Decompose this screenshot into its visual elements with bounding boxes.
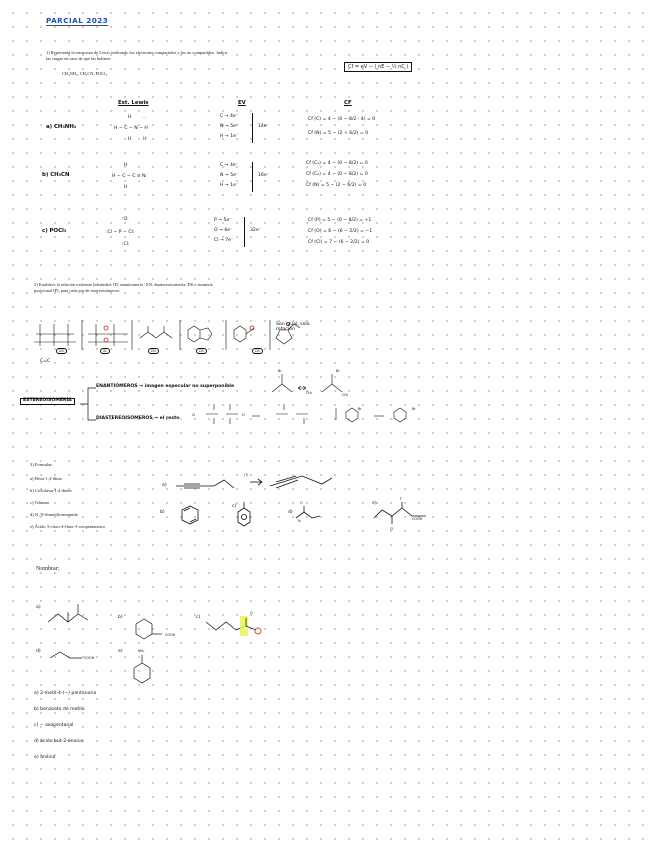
col-header-ev: EV: [238, 100, 246, 106]
q3-item-d: d) N ,N-dimetilformamida: [30, 512, 78, 517]
q1-row-c-ev-0: P → 5e⁻: [214, 218, 232, 223]
q4-answer-a: a) 2-metil-4-(−) pentanona: [34, 691, 97, 696]
estereoisomeria-box: ESTEREOISOMERÍA: [20, 398, 75, 405]
pair-5-answer: DS: [252, 348, 263, 354]
q1-row-c-label: c) POCl₃: [42, 228, 67, 234]
q1-row-c-cf-2: Cf (Cl) = 7 − (6 − 2/2) = 0: [308, 240, 370, 245]
q2-prompt-line2: posicional IP), para cada par de estereoisómeros:: [34, 287, 120, 293]
q1-row-c-ev-2: Cl → 7e⁻: [214, 238, 234, 243]
q4-label-a: a): [36, 605, 41, 610]
svg-text:(?): (?): [244, 473, 249, 477]
q1-row-b-total: 16e⁻: [258, 173, 270, 178]
pair-4-answer: DS: [196, 348, 207, 354]
q4-answer-d: d) ácido but-2-enoico: [34, 739, 83, 744]
q4-label-c: c): [196, 615, 201, 620]
q1-prompt-line1: 1) Representa la estructura de Lewis indicando los electrones compartidos y los no compartidos. Indica: [46, 50, 228, 55]
col-header-lewis: Est. Lewis: [118, 100, 149, 106]
q1-row-c-ev-1: O → 6e⁻: [214, 228, 233, 233]
q3-item-b: b) Ciclohexa-1,4-dieno: [30, 488, 72, 493]
pair-3-answer: EN: [148, 348, 159, 354]
q1-row-b-cf-2: Cf (N) = 5 − (2 − 6/2) = 0: [306, 183, 367, 188]
branch-lines: [78, 384, 98, 424]
brace-b: [252, 162, 253, 192]
q1-prompt-line2: las cargas en caso de que las hubiese.: [46, 55, 112, 61]
q3-label-e: e): [372, 501, 377, 506]
brace-a: [252, 113, 253, 143]
q1-row-c-lewis: :Cl − P − Cl:: [106, 230, 135, 235]
q1-row-a-total: 14e⁻: [258, 124, 270, 129]
q1-row-b-ev-2: H → 1e⁻: [220, 183, 239, 188]
q1-row-b-ev-0: C → 4e⁻: [220, 163, 239, 168]
q2-side-note: Son igual, solo rotación: [276, 322, 310, 332]
formal-charge-formula: Cf = eV − ( nE − ½ nC ): [344, 62, 412, 72]
pair-2-answer: ID: [100, 348, 110, 354]
q1-row-c-cf-0: Cf (P) = 5 − (0 − 8/2) = +1: [308, 218, 372, 223]
q4-label-b: b): [118, 615, 123, 620]
pair-1-answer: DS: [56, 348, 67, 354]
q1-row-a-ev-0: C → 4e⁻: [220, 114, 239, 119]
page-title: PARCIAL 2023: [46, 16, 109, 25]
q3-label-c: c): [232, 504, 237, 509]
svg-text:N: N: [298, 519, 301, 523]
q4-e-group: NH₂: [138, 649, 145, 653]
q1-row-b-cf-1: Cf (C₂) = 4 − (0 − 8/2) = 0: [306, 172, 368, 177]
enantiomers-def: ENANTIÓMEROS → imagen especular no superponible: [96, 384, 235, 389]
q1-prompt: [46, 50, 306, 61]
svg-text:Br: Br: [336, 369, 340, 373]
q1-row-a-cf-0: Cf (C) = 4 − (0 − 8/2 · 4) = 0: [308, 117, 376, 122]
q4-label-e: e): [118, 649, 123, 654]
q4-b-group: COOH: [165, 633, 176, 637]
diastereomers-def: DIASTEREOISÓMEROS → el resto: [96, 416, 180, 421]
q4-label-d: d): [36, 649, 41, 654]
q1-row-a-cf-1: Cf (N) = 5 − (2 + 6/2) = 0: [308, 131, 369, 136]
q2-prompt-line1: 2) Establece la relación existente (identidad: ID, enantiomería : EN, diastereoisomería: DS o isomería: [34, 282, 213, 287]
q3-label-b: b): [160, 510, 165, 515]
q1-row-a-lewis: H − C − N − H: [114, 126, 148, 131]
q1-row-b-label: b) CH₃CN: [42, 172, 70, 178]
svg-text:Cl: Cl: [390, 527, 394, 531]
svg-text:Br: Br: [358, 407, 362, 411]
q4-c-group: O: [250, 611, 253, 615]
q3-item-e: e) Ácido 3-cloro-4-fluor-3-oxopentanoico: [30, 524, 106, 529]
q1-row-b-cf-0: Cf (C₁) = 4 − (0 − 8/2) = 0: [306, 161, 368, 166]
stereo-examples-drawing: [186, 364, 426, 444]
q4-structures: [44, 594, 274, 684]
q4-prompt: Nombrar:: [36, 566, 60, 572]
q2-footnote: C=C: [40, 359, 51, 364]
q4-answer-e: e) anilina: [34, 755, 56, 760]
svg-text:CH₃: CH₃: [342, 393, 349, 397]
q1-compounds: CH₃NH₂, CH₃CN, POCl₃: [62, 71, 107, 76]
q3-item-c: c) Tolueno: [30, 500, 50, 505]
q4-answer-c: c) − oxopentanal: [34, 723, 74, 728]
q3-label-a: a): [162, 483, 167, 488]
svg-text:F: F: [400, 497, 402, 501]
q1-row-a-ev-2: H → 1e⁻: [220, 134, 239, 139]
q3-label-d: d): [288, 510, 293, 515]
q1-row-b-ev-1: N → 5e⁻: [220, 173, 239, 178]
q1-row-a-label: a) CH₃NH₂: [46, 124, 77, 130]
col-header-cf: CF: [344, 100, 352, 106]
q3-prompt: 3) Formular:: [30, 462, 53, 467]
svg-text:COOH: COOH: [412, 517, 423, 521]
svg-text:Br: Br: [278, 369, 282, 373]
q2-prompt: [34, 282, 304, 293]
q3-structures: [166, 462, 436, 542]
q1-row-a-ev-1: N → 5e⁻: [220, 124, 239, 129]
q1-row-b-lewis: H − C − C ≡ N:: [112, 174, 148, 179]
svg-text:CH₃: CH₃: [306, 391, 313, 395]
q4-answer-b: b) benzoato de metilo: [34, 707, 85, 712]
q1-row-c-total: 32e⁻: [250, 228, 262, 233]
q3-item-a: a) Hexa-1,3-diino: [30, 476, 62, 481]
svg-text:H: H: [242, 413, 245, 417]
q4-d-group: COOH: [84, 656, 95, 660]
svg-text:Cl: Cl: [192, 413, 196, 417]
brace-c: [244, 217, 245, 247]
svg-text:O: O: [300, 501, 303, 505]
svg-text:Br: Br: [412, 407, 416, 411]
q1-row-c-cf-1: Cf (O) = 6 − (6 − 2/2) = −1: [308, 229, 373, 234]
